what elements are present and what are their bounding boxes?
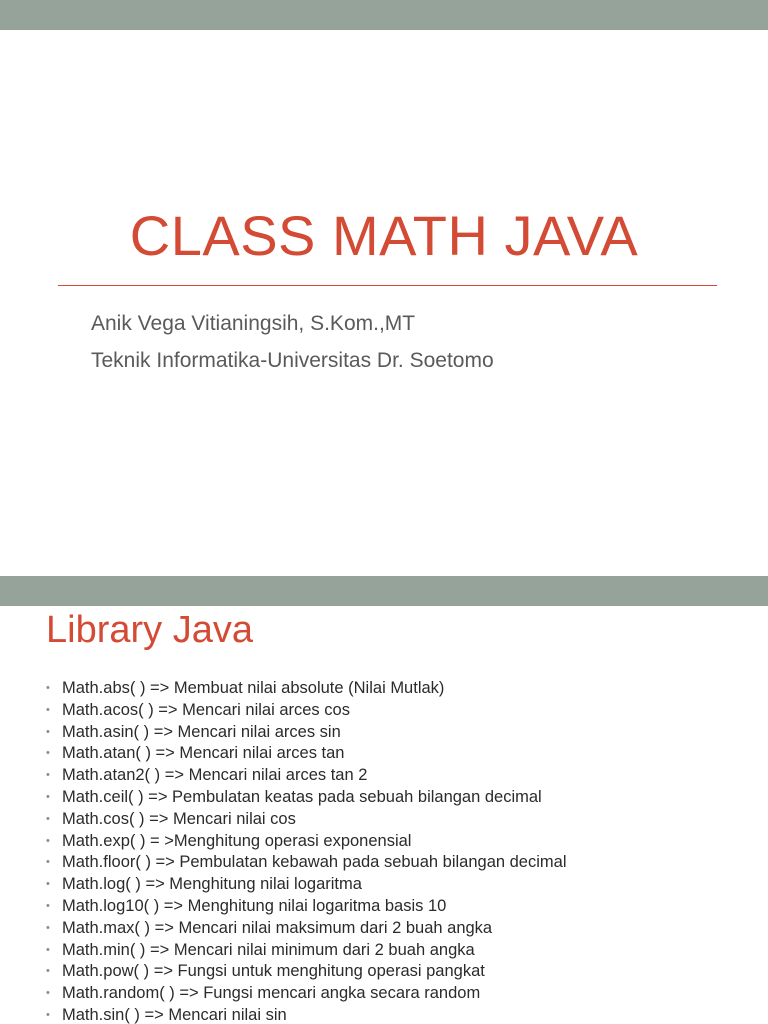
list-item-text: Math.exp( ) = >Menghitung operasi exponensial [62, 831, 412, 850]
bullet-icon: • [46, 769, 50, 782]
header-band [0, 576, 768, 606]
list-item [46, 918, 567, 940]
list-item [46, 852, 567, 874]
list-item [46, 831, 567, 853]
bullet-icon: • [46, 878, 50, 891]
header-band [0, 0, 768, 30]
bullet-icon: • [46, 703, 50, 716]
list-item-text: Math.acos( ) => Mencari nilai arces cos [62, 700, 350, 719]
list-item [46, 1005, 567, 1024]
list-item-text: Math.abs( ) => Membuat nilai absolute (Nilai Mutlak) [62, 679, 445, 697]
title-divider [58, 285, 717, 286]
bullet-icon: • [46, 725, 50, 738]
list-item-text: Math.max( ) => Mencari nilai maksimum dari 2 buah angka [62, 918, 493, 937]
affiliation-line: Teknik Informatika-Universitas Dr. Soetomo [91, 349, 494, 372]
list-item [46, 700, 567, 722]
list-item [46, 896, 567, 918]
list-item-text: Math.log10( ) => Menghitung nilai logaritma basis 10 [62, 896, 447, 915]
list-item-text: Math.cos( ) => Mencari nilai cos [62, 809, 296, 828]
list-item [46, 940, 567, 962]
list-item [46, 874, 567, 896]
list-item [46, 983, 567, 1005]
list-item-text: Math.sin( ) => Mencari nilai sin [62, 1005, 287, 1024]
bullet-icon: • [46, 682, 50, 694]
bullet-icon: • [46, 834, 50, 847]
author-line: Anik Vega Vitianingsih, S.Kom.,MT [91, 312, 416, 335]
bullet-icon: • [46, 790, 50, 803]
bullet-icon: • [46, 747, 50, 760]
content-slide [0, 576, 768, 1024]
bullet-icon: • [46, 987, 50, 1000]
list-item [46, 743, 567, 765]
list-item [46, 722, 567, 744]
list-item [46, 787, 567, 809]
method-list [46, 678, 567, 1024]
list-item [46, 765, 567, 787]
bullet-icon: • [46, 899, 50, 912]
list-item-text: Math.atan2( ) => Mencari nilai arces tan 2 [62, 766, 368, 785]
bullet-icon: • [46, 965, 50, 978]
bullet-icon: • [46, 856, 50, 869]
content-title: Library Java [46, 609, 253, 651]
list-item-text: Math.ceil( ) => Pembulatan keatas pada sebuah bilangan decimal [62, 787, 542, 806]
list-item-text: Math.min( ) => Mencari nilai minimum dari 2 buah angka [62, 940, 475, 959]
slide-title: CLASS MATH JAVA [129, 204, 639, 267]
bullet-icon: • [46, 812, 50, 825]
list-item-text: Math.random( ) => Fungsi mencari angka secara random [62, 984, 481, 1003]
bullet-icon: • [46, 1008, 50, 1021]
list-item-text: Math.log( ) => Menghitung nilai logaritma [62, 875, 362, 894]
list-item [46, 961, 567, 983]
list-item [46, 678, 567, 700]
bullet-icon: • [46, 921, 50, 934]
list-item-text: Math.pow( ) => Fungsi untuk menghitung operasi pangkat [62, 962, 485, 981]
list-item-text: Math.atan( ) => Mencari nilai arces tan [62, 744, 345, 763]
list-item [46, 809, 567, 831]
list-item-text: Math.asin( ) => Mencari nilai arces sin [62, 722, 341, 741]
list-item-text: Math.floor( ) => Pembulatan kebawah pada sebuah bilangan decimal [62, 853, 567, 872]
bullet-icon: • [46, 943, 50, 956]
